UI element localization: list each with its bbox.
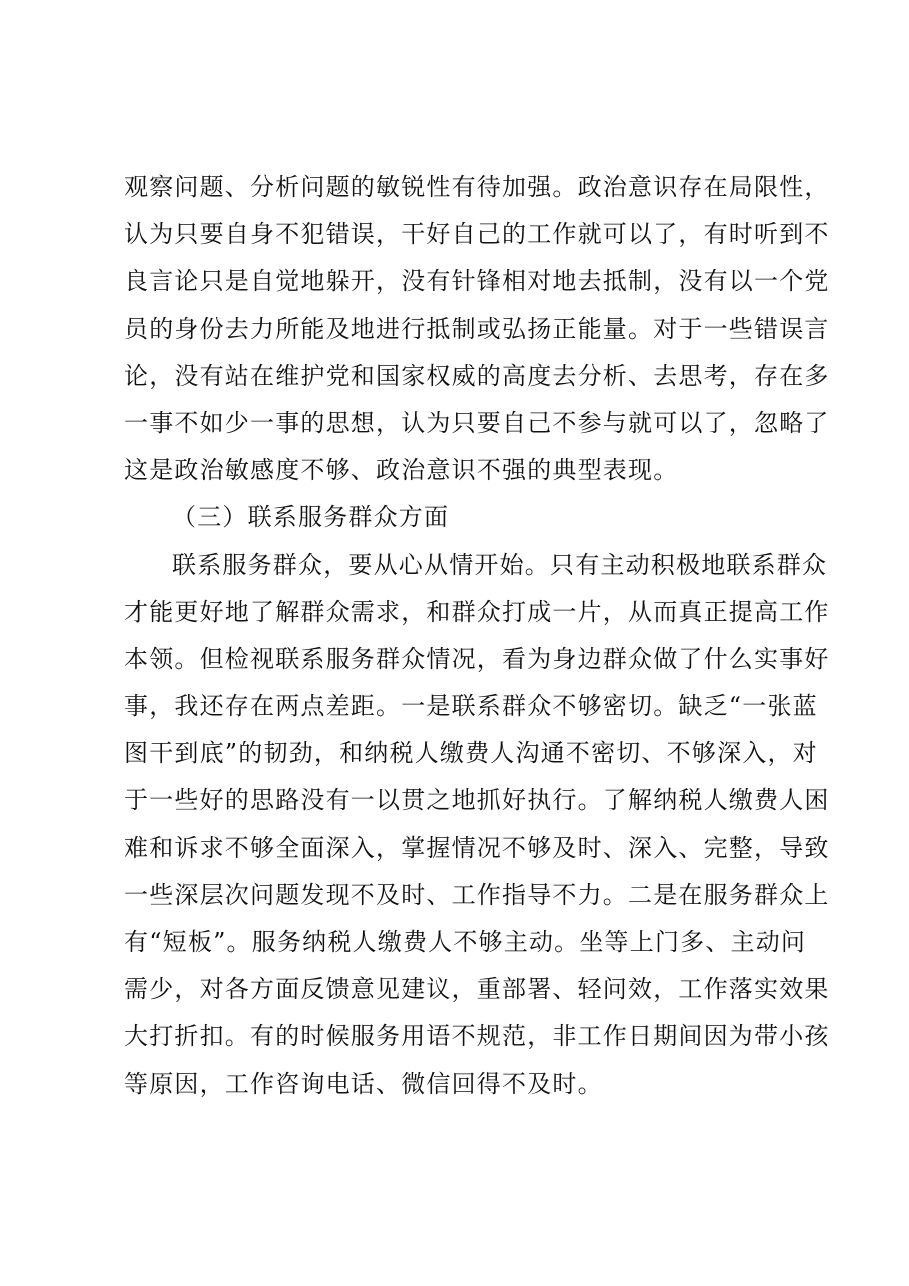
section-heading: （三）联系服务群众方面 [172, 503, 450, 532]
paragraph-line: 良言论只是自觉地躲开，没有针锋相对地去抵制，没有以一个党 [124, 267, 830, 296]
paragraph-line: 大打折扣。有的时候服务用语不规范，非工作日期间因为带小孩 [124, 1022, 830, 1051]
paragraph-line: 于一些好的思路没有一以贯之地抓好执行。了解纳税人缴费人困 [124, 786, 830, 815]
paragraph-line: 观察问题、分析问题的敏锐性有待加强。政治意识存在局限性， [124, 173, 830, 201]
paragraph-line: 难和诉求不够全面深入，掌握情况不够及时、深入、完整，导致 [124, 833, 830, 862]
paragraph-serving-masses [124, 542, 830, 1108]
paragraph-line: 联系服务群众，要从心从情开始。只有主动积极地联系群众 [172, 550, 828, 579]
paragraph-line: 图干到底”的韧劲，和纳税人缴费人沟通不密切、不够深入，对 [124, 739, 818, 768]
paragraph-line: 一些深层次问题发现不及时、工作指导不力。二是在服务群众上 [124, 880, 830, 909]
document-body [124, 164, 830, 1108]
paragraph-political-awareness [124, 164, 830, 494]
paragraph-line: 等原因，工作咨询电话、微信回得不及时。 [124, 1069, 603, 1098]
paragraph-line: 这是政治敏感度不够、政治意识不强的典型表现。 [124, 456, 679, 485]
paragraph-line: 有“短板”。服务纳税人缴费人不够主动。坐等上门多、主动问 [124, 928, 807, 956]
paragraph-line: 一事不如少一事的思想，认为只要自己不参与就可以了，忽略了 [124, 408, 830, 437]
paragraph-line: 员的身份去力所能及地进行抵制或弘扬正能量。对于一些错误言 [124, 314, 830, 343]
paragraph-line: 本领。但检视联系服务群众情况，看为身边群众做了什么实事好 [124, 644, 830, 673]
paragraph-line: 事，我还存在两点差距。一是联系群众不够密切。缺乏“一张蓝 [124, 692, 818, 721]
paragraph-line: 认为只要自身不犯错误，干好自己的工作就可以了，有时听到不 [124, 220, 830, 249]
paragraph-line: 需少，对各方面反馈意见建议，重部署、轻问效，工作落实效果 [124, 975, 830, 1004]
paragraph-line: 才能更好地了解群众需求，和群众打成一片，从而真正提高工作 [124, 597, 830, 626]
paragraph-line: 论，没有站在维护党和国家权威的高度去分析、去思考，存在多 [124, 361, 830, 390]
